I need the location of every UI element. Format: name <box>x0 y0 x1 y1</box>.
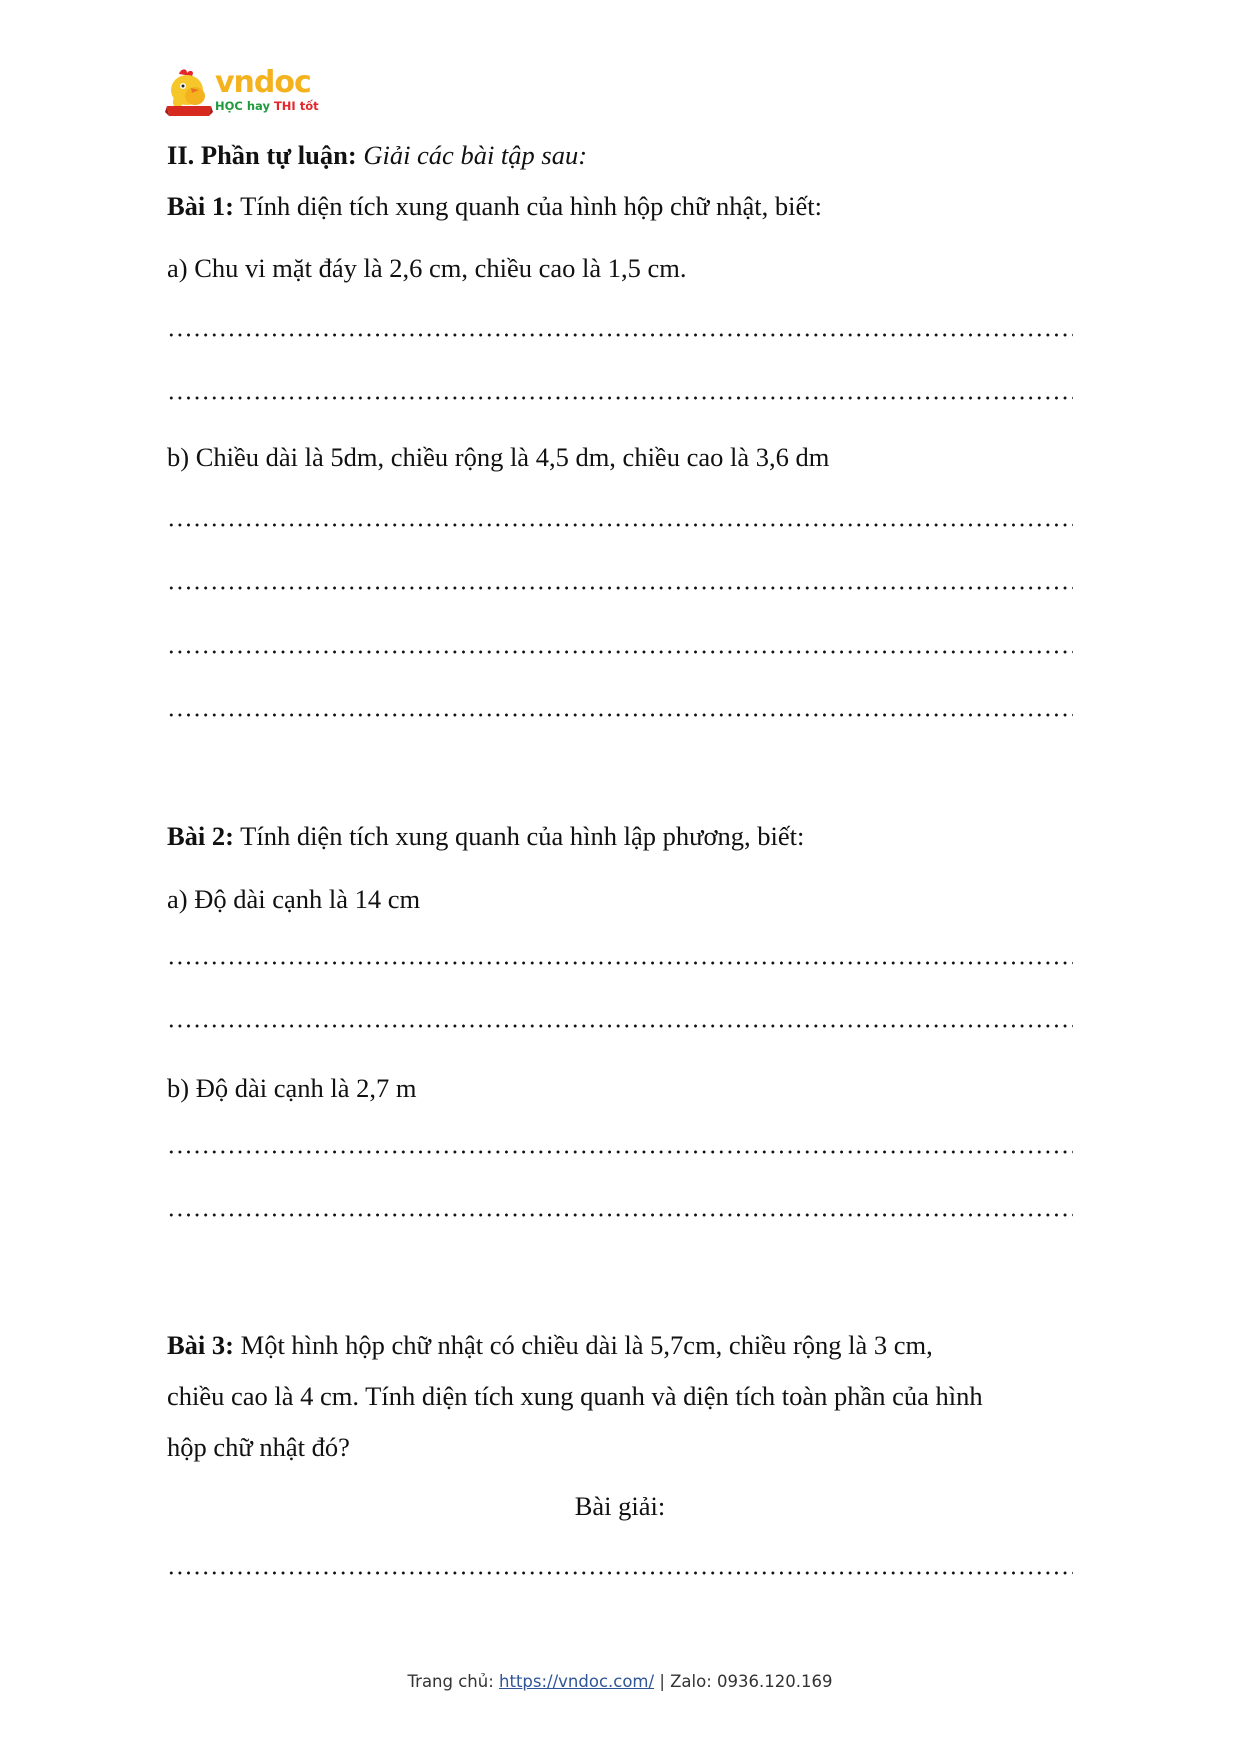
exercise-2-label: Bài 2: <box>167 821 234 851</box>
answer-line-2b-1[interactable] <box>167 1150 1073 1154</box>
answer-line-1b-3[interactable] <box>167 650 1073 654</box>
exercise-1-label: Bài 1: <box>167 191 234 221</box>
exercise-2-prompt <box>167 823 804 850</box>
chicken-mascot-icon <box>165 68 213 122</box>
answer-line-2b-2[interactable] <box>167 1213 1073 1217</box>
exercise-3-prompt-line-3: hộp chữ nhật đó? <box>167 1432 350 1462</box>
exercise-3-text-1: Một hình hộp chữ nhật có chiều dài là 5,7cm, chiều rộng là 3 cm, <box>234 1330 933 1360</box>
logo-tagline-red: THI tốt <box>273 99 319 113</box>
vndoc-logo[interactable] <box>165 65 325 122</box>
logo-tagline-green: HỌC hay <box>215 99 270 113</box>
exercise-1b: b) Chiều dài là 5dm, chiều rộng là 4,5 dm, chiều cao là 3,6 dm <box>167 442 830 472</box>
exercise-1-prompt <box>167 193 822 220</box>
exercise-3-prompt-line-2: chiều cao là 4 cm. Tính diện tích xung quanh và diện tích toàn phần của hình <box>167 1381 983 1411</box>
exercise-1a: a) Chu vi mặt đáy là 2,6 cm, chiều cao là 1,5 cm. <box>167 253 687 283</box>
page-footer <box>0 1672 1240 1691</box>
homepage-link[interactable]: https://vndoc.com/ <box>499 1672 655 1691</box>
answer-line-3-1[interactable] <box>167 1571 1073 1575</box>
answer-line-2a-1[interactable] <box>167 961 1073 965</box>
exercise-2-text: Tính diện tích xung quanh của hình lập phương, biết: <box>234 821 805 851</box>
exercise-3-label: Bài 3: <box>167 1330 234 1360</box>
section-heading-bold: II. Phần tự luận: <box>167 140 357 170</box>
solution-label: Bài giải: <box>574 1491 666 1521</box>
exercise-1-text: Tính diện tích xung quanh của hình hộp chữ nhật, biết: <box>234 191 822 221</box>
exercise-3-prompt-line-1 <box>167 1332 933 1359</box>
section-heading-italic: Giải các bài tập sau: <box>356 140 588 170</box>
footer-zalo: | Zalo: 0936.120.169 <box>654 1672 833 1691</box>
logo-brand-text: vndoc <box>215 65 311 100</box>
exercise-2b: b) Độ dài cạnh là 2,7 m <box>167 1073 417 1103</box>
footer-prefix: Trang chủ: <box>407 1672 500 1691</box>
answer-line-1b-4[interactable] <box>167 713 1073 717</box>
answer-line-2a-2[interactable] <box>167 1024 1073 1028</box>
section-heading <box>167 142 587 169</box>
answer-line-1b-1[interactable] <box>167 523 1073 527</box>
logo-tagline <box>215 101 319 113</box>
answer-line-1a-2[interactable] <box>167 396 1073 400</box>
answer-line-1a-1[interactable] <box>167 333 1073 337</box>
exercise-2a: a) Độ dài cạnh là 14 cm <box>167 884 421 914</box>
answer-line-1b-2[interactable] <box>167 586 1073 590</box>
